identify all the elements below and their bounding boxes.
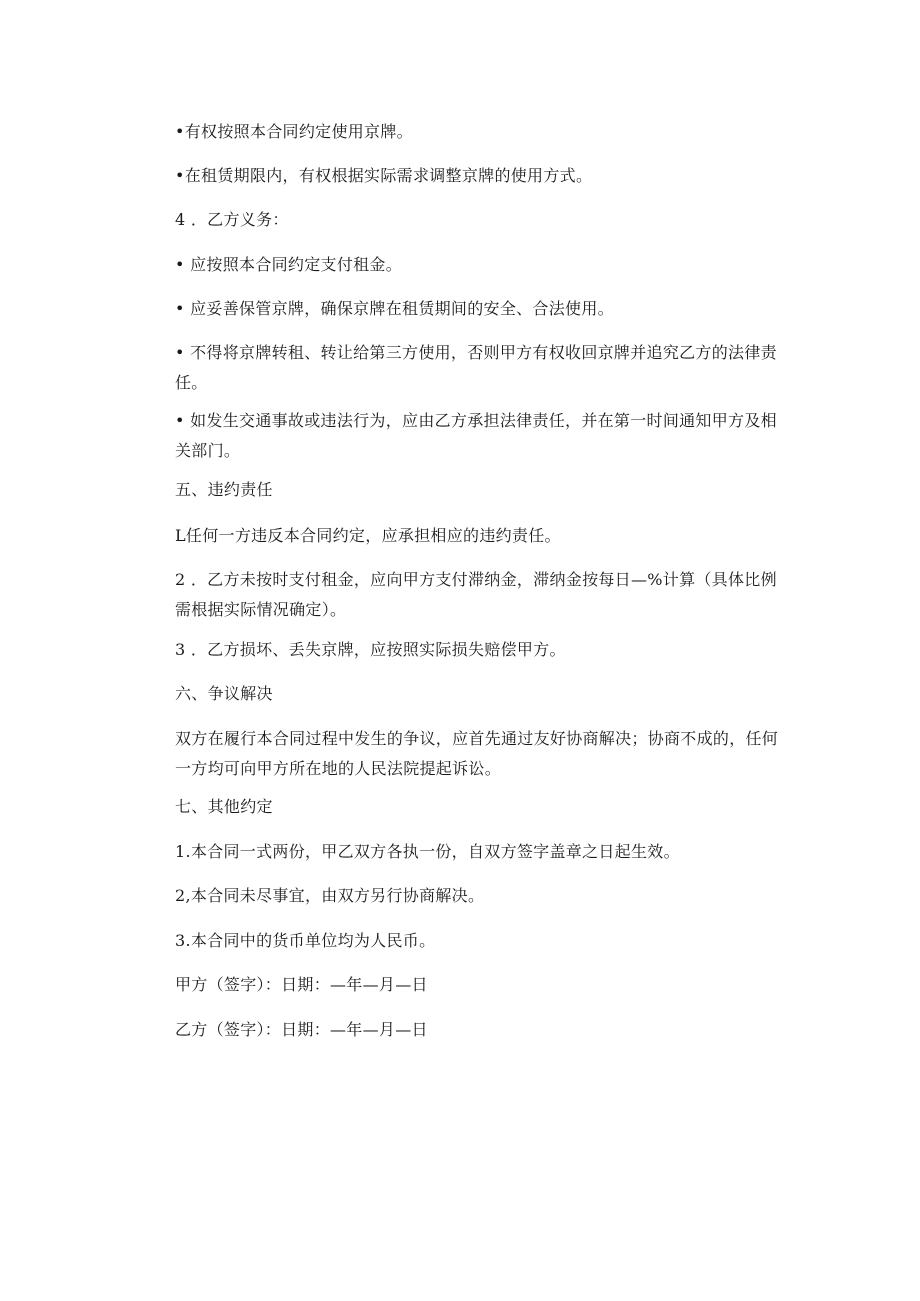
other-term-1: 1.本合同一式两份，甲乙双方各执一份，自双方签字盖章之日起生效。 xyxy=(175,842,680,861)
breach-clause-2: 2 ．乙方未按时支付租金，应向甲方支付滞纳金，滞纳金按每日—%计算（具体比例需根据实际情况确定）。 xyxy=(175,570,777,619)
party-b-signature-line: 乙方（签字）：日期：—年—月—日 xyxy=(175,1020,428,1039)
breach-clause-1: L任何一方违反本合同约定，应承担相应的违约责任。 xyxy=(175,526,561,545)
section-heading-other-terms: 七、其他约定 xyxy=(175,797,273,816)
section-heading-party-b-obligations: 4 ．乙方义务： xyxy=(175,210,289,229)
section-heading-dispute-resolution: 六、争议解决 xyxy=(175,684,273,703)
breach-clause-3: 3 ．乙方损坏、丢失京牌，应按照实际损失赔偿甲方。 xyxy=(175,640,566,659)
right-item-use-plate: •有权按照本合同约定使用京牌。 xyxy=(175,122,413,141)
obligation-item-traffic-accident: • 如发生交通事故或违法行为，应由乙方承担法律责任，并在第一时间通知甲方及相关部门。 xyxy=(175,411,777,460)
obligation-item-safekeeping: • 应妥善保管京牌，确保京牌在租赁期间的安全、合法使用。 xyxy=(175,299,614,318)
other-term-3: 3.本合同中的货币单位均为人民币。 xyxy=(175,931,436,950)
other-term-2: 2,本合同未尽事宜，由双方另行协商解决。 xyxy=(175,886,485,905)
dispute-resolution-paragraph: 双方在履行本合同过程中发生的争议，应首先通过友好协商解决；协商不成的，任何一方均可向甲方所在地的人民法院提起诉讼。 xyxy=(175,729,779,778)
right-item-adjust-usage: •在租赁期限内，有权根据实际需求调整京牌的使用方式。 xyxy=(175,166,593,185)
party-a-signature-line: 甲方（签字）：日期：—年—月—日 xyxy=(175,975,428,994)
section-heading-breach-liability: 五、违约责任 xyxy=(175,480,273,499)
obligation-item-no-sublease: • 不得将京牌转租、转让给第三方使用，否则甲方有权收回京牌并追究乙方的法律责任。 xyxy=(175,343,777,392)
obligation-item-pay-rent: • 应按照本合同约定支付租金。 xyxy=(175,255,403,274)
